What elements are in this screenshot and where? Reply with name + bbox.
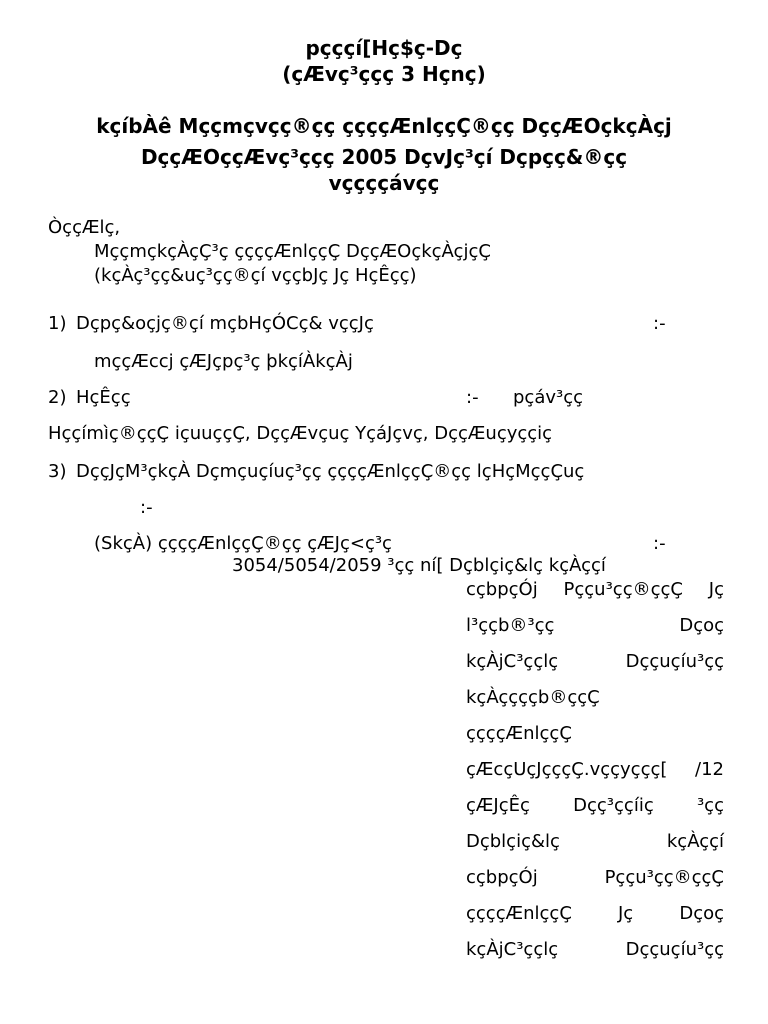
word: Pççu³çç®ççÇ bbox=[563, 579, 683, 600]
word: ³çç bbox=[696, 795, 724, 816]
word: Pççu³çç®ççÇ bbox=[604, 867, 724, 888]
item-1-number: 1) bbox=[48, 313, 67, 334]
subject-heading-line-2: DççÆOççÆvç³ççç 2005 DçvJç³çí Dçpçç&®çç bbox=[140, 145, 628, 169]
justified-line-9 bbox=[466, 867, 724, 888]
word: Dçblçiç&lç bbox=[466, 831, 560, 852]
recipient-line-2: (kçÀç³çç&uç³çç®çí vççbJç Jç HçÊçç) bbox=[94, 265, 417, 286]
word: l³ççb®³çç bbox=[466, 615, 555, 636]
item-1-value: mççÆccj çÆJçpç³ç þkçíÀkçÀj bbox=[94, 351, 353, 372]
word: Dççuçíu³çç bbox=[625, 939, 724, 960]
item-3-number: 3) bbox=[48, 461, 67, 482]
justified-line-11 bbox=[466, 939, 724, 960]
word: Jç bbox=[618, 903, 634, 924]
justified-line-3 bbox=[466, 651, 724, 672]
word: ççççÆnlççÇ bbox=[466, 723, 572, 744]
word: cçbpçÓj bbox=[466, 579, 538, 600]
word: çÆcçUçJçççÇ.vççyççç[ bbox=[466, 759, 668, 780]
subject-heading-line-1: kçíbÀê Mççmçvçç®çç ççççÆnlççÇ®çç DççÆOçkçÀçj bbox=[96, 114, 672, 138]
justified-line-4 bbox=[466, 687, 724, 708]
word: çÆJçÊç bbox=[466, 795, 530, 816]
word: Dççuçíu³çç bbox=[625, 651, 724, 672]
word: kçÀççççb®ççÇ bbox=[466, 687, 600, 708]
subitem-a-label: (SkçÀ) ççççÆnlççÇ®çç çÆJç<ç³ç bbox=[94, 533, 392, 554]
salutation: ÒççÆlç, bbox=[48, 217, 121, 238]
justified-line-1 bbox=[466, 579, 724, 600]
word: kçÀjC³ççlç bbox=[466, 651, 559, 672]
item-2-separator: :- bbox=[466, 387, 479, 408]
subitem-a-separator: :- bbox=[653, 533, 666, 554]
word: Jç bbox=[708, 579, 724, 600]
item-2-number: 2) bbox=[48, 387, 67, 408]
word: cçbpçÓj bbox=[466, 867, 538, 888]
header-line-2: (çÆvç³ççç 3 Hçnç) bbox=[282, 62, 486, 86]
justified-line-7 bbox=[466, 795, 724, 816]
subject-heading-line-3: vççççávçç bbox=[328, 171, 440, 195]
recipient-line-1: MççmçkçÀçÇ³ç ççççÆnlççÇ DççÆOçkçÀçjçÇ bbox=[94, 241, 491, 262]
item-3-separator: :- bbox=[140, 497, 153, 518]
word: ççççÆnlççÇ bbox=[466, 903, 572, 924]
word: Dçoç bbox=[679, 615, 724, 636]
justified-line-2 bbox=[466, 615, 724, 636]
word: /12 bbox=[695, 759, 724, 780]
item-3-label: DççJçM³çkçÀ Dçmçuçíuç³çç ççççÆnlççÇ®çç lçHçMççÇuç bbox=[76, 461, 585, 482]
justified-line-6 bbox=[466, 759, 724, 780]
justified-line-8 bbox=[466, 831, 724, 852]
word: kçÀççí bbox=[666, 831, 724, 852]
item-1-label: Dçpç&oçjç®çí mçbHçÓCç& vççJç bbox=[76, 313, 374, 334]
address-line: Hççímìç®ççÇ içuuççÇ, DççÆvçuç YçáJçvç, DççÆuçyççiç bbox=[48, 423, 553, 444]
item-2-value: pçáv³çç bbox=[513, 387, 584, 408]
justified-line-5 bbox=[466, 723, 724, 744]
item-2-label: HçÊçç bbox=[76, 387, 131, 408]
subitem-a-value: 3054/5054/2059 ³çç ní[ Dçblçiç&lç kçÀççí bbox=[232, 555, 606, 576]
header-line-1: pçççí[Hç$ç-Dç bbox=[305, 36, 463, 60]
word: Dçç³ççíiç bbox=[573, 795, 654, 816]
word: Dçoç bbox=[679, 903, 724, 924]
item-1-separator: :- bbox=[653, 313, 666, 334]
word: kçÀjC³ççlç bbox=[466, 939, 559, 960]
justified-line-10 bbox=[466, 903, 724, 924]
